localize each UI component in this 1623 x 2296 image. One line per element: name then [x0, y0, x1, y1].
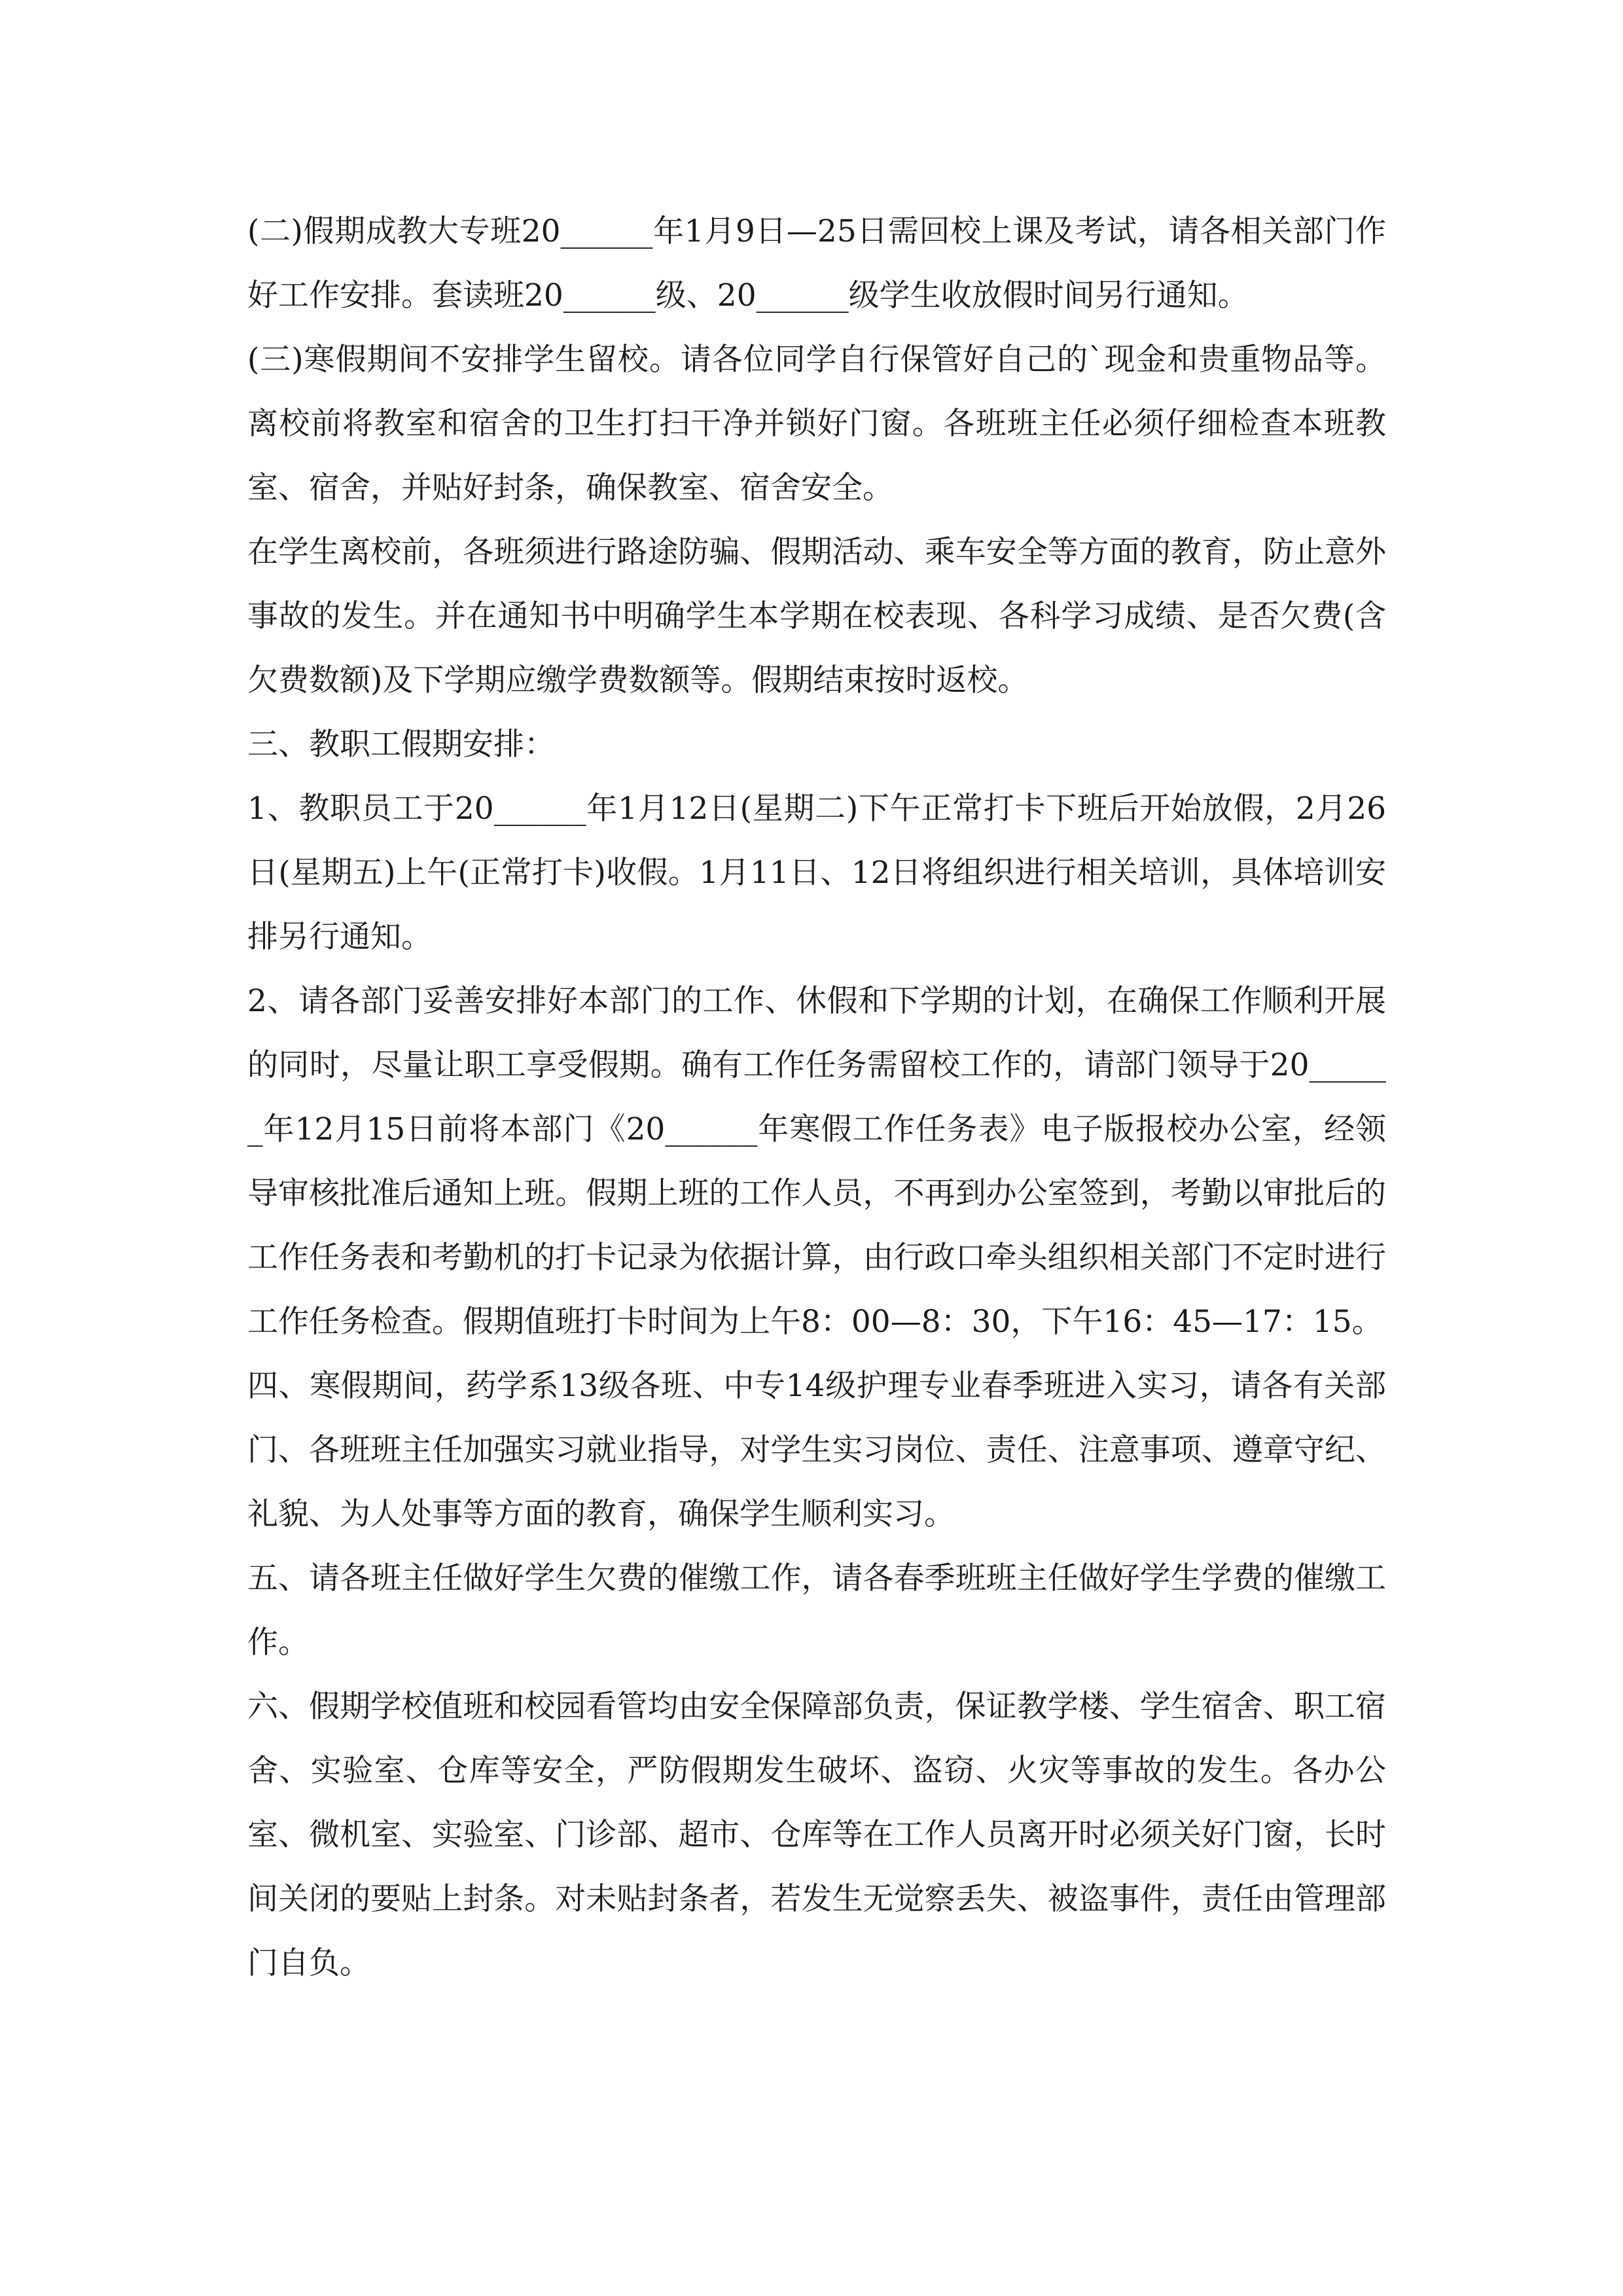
- paragraph-staff-holiday-dates: 1、教职员工于20______年1月12日(星期二)下午正常打卡下班后开始放假，2月26日(星期五)上午(正常打卡)收假。1月11日、12日将组织进行相关培训，具体培训安排另行通知。: [247, 791, 1386, 955]
- paragraph-department-work-plan: 2、请各部门妥善安排好本部门的工作、休假和下学期的计划，在确保工作顺利开展的同时，尽量让职工享受假期。确有工作任务需留校工作的，请部门领导于20______年12月15日前将本部门《20______年寒假工作任务表》电子版报校办公室，经领导审核批准后通知上班。假期上班的工作人员，不再到办公室签到，考勤以审批后的工作任务表和考勤机的打卡记录为依据计算，由行政口牵头组织相关部门不定时进行工作任务检查。假期值班打卡时间为上午8：00—8：30，下午16：45—17：15。: [247, 983, 1386, 1340]
- document-body: [247, 200, 1386, 1996]
- paragraph-no-stay-on-campus: (三)寒假期间不安排学生留校。请各位同学自行保管好自己的`现金和贵重物品等。离校前将教室和宿舍的卫生打扫干净并锁好门窗。各班班主任必须仔细检查本班教室、宿舍，并贴好封条，确保教室、宿舍安全。: [247, 342, 1386, 506]
- paragraph-safety-education: 在学生离校前，各班须进行路途防骗、假期活动、乘车安全等方面的教育，防止意外事故的发生。并在通知书中明确学生本学期在校表现、各科学习成绩、是否欠费(含欠费数额)及下学期应缴学费数额等。假期结束按时返校。: [247, 534, 1386, 698]
- paragraph-fee-collection: 五、请各班主任做好学生欠费的催缴工作，请各春季班班主任做好学生学费的催缴工作。: [247, 1560, 1386, 1660]
- paragraph-campus-security: 六、假期学校值班和校园看管均由安全保障部负责，保证教学楼、学生宿舍、职工宿舍、实验室、仓库等安全，严防假期发生破坏、盗窃、火灾等事故的发生。各办公室、微机室、实验室、门诊部、超市、仓库等在工作人员离开时必须关好门窗，长时间关闭的要贴上封条。对未贴封条者，若发生无觉察丢失、被盗事件，责任由管理部门自负。: [247, 1689, 1386, 1981]
- paragraph-adult-education-schedule: (二)假期成教大专班20______年1月9日—25日需回校上课及考试，请各相关部门作好工作安排。套读班20______级、20______级学生收放假时间另行通知。: [247, 213, 1386, 314]
- paragraph-internship-guidance: 四、寒假期间，药学系13级各班、中专14级护理专业春季班进入实习，请各有关部门、各班班主任加强实习就业指导，对学生实习岗位、责任、注意事项、遵章守纪、礼貌、为人处事等方面的教育，确保学生顺利实习。: [247, 1368, 1386, 1532]
- heading-staff-holiday-arrangement: 三、教职工假期安排：: [247, 726, 555, 762]
